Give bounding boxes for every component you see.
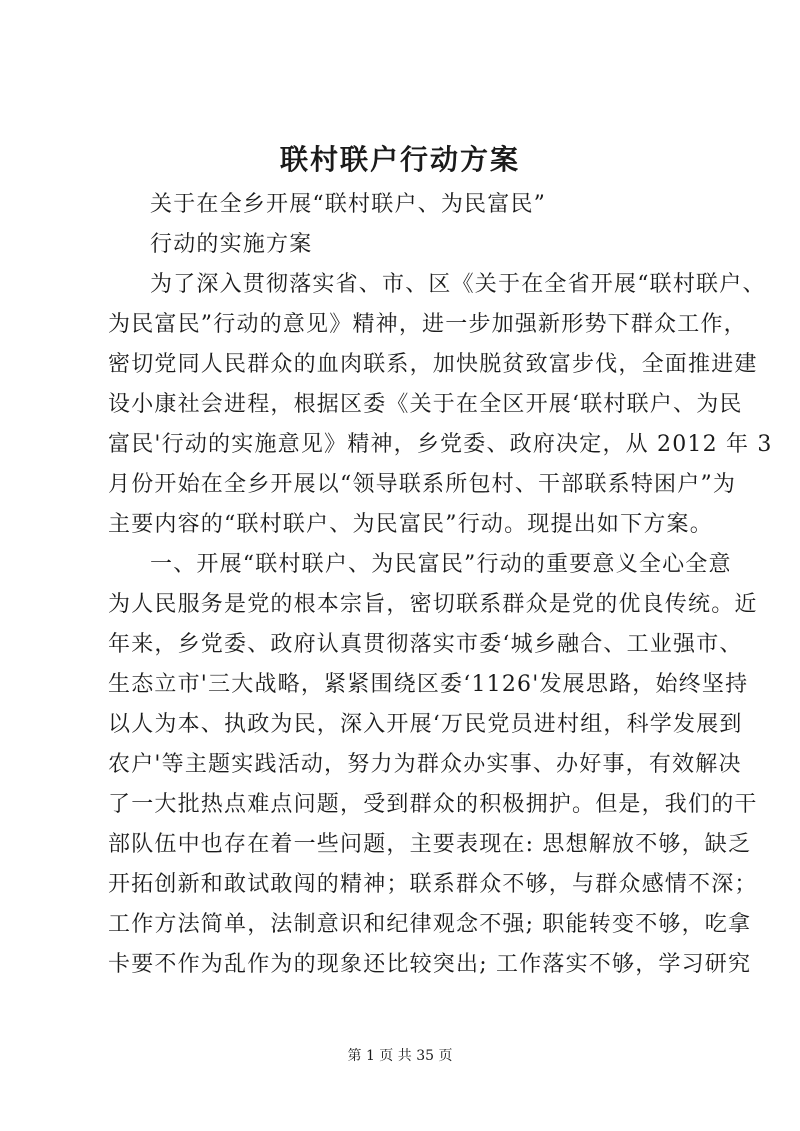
body-text-line: 生态立市'三大战略，紧紧围绕区委‘1126'发展思路，始终坚持 [108, 672, 749, 697]
body-text-line: 主要内容的“联村联户、为民富民”行动。现提出如下方案。 [108, 512, 713, 537]
body-text-line: 为了深入贯彻落实省、市、区《关于在全省开展“联村联户、 [150, 272, 766, 297]
body-text-line: 了一大批热点难点问题，受到群众的积极拥护。但是，我们的干 [108, 792, 758, 817]
page-number-footer: 第 1 页 共 35 页 [347, 1048, 453, 1064]
body-text-line: 以人为本、执政为民，深入开展‘万民党员进村组，科学发展到 [108, 712, 743, 737]
body-text-line: 农户'等主题实践活动，努力为群众办实事、办好事，有效解决 [108, 752, 742, 777]
document-title: 联村联户行动方案 [279, 143, 520, 176]
body-text-line: 月份开始在全乡开展以“领导联系所包村、干部联系特困户”为 [108, 472, 737, 497]
body-text-line: 设小康社会进程，根据区委《关于在全区开展‘联村联户、为民 [108, 392, 743, 417]
body-text-line: 为人民服务是党的根本宗旨，密切联系群众是党的优良传统。近 [108, 592, 758, 617]
body-text-line: 部队伍中也存在着一些问题，主要表现在: 思想解放不够，缺乏 [108, 832, 752, 857]
body-text-line: 工作方法简单，法制意识和纪律观念不强; 职能转变不够，吃拿 [108, 912, 752, 937]
subtitle-line: 关于在全乡开展“联村联户、为民富民” [150, 192, 547, 217]
body-text-line: 卡要不作为乱作为的现象还比较突出; 工作落实不够，学习研究 [108, 952, 752, 977]
body-text-line: 年来，乡党委、政府认真贯彻落实市委‘城乡融合、工业强市、 [108, 632, 743, 657]
body-text-line: 密切党同人民群众的血肉联系，加快脱贫致富步伐，全面推进建 [108, 352, 758, 377]
body-text-line: 一、开展“联村联户、为民富民”行动的重要意义全心全意 [150, 552, 732, 577]
body-text-line: 富民'行动的实施意见》精神，乡党委、政府决定，从 2012 年 3 [108, 432, 773, 457]
body-text-line: 开拓创新和敢试敢闯的精神；联系群众不够，与群众感情不深； [108, 872, 758, 897]
body-text-line: 为民富民”行动的意见》精神，进一步加强新形势下群众工作， [108, 312, 747, 337]
subtitle-line: 行动的实施方案 [150, 232, 313, 257]
